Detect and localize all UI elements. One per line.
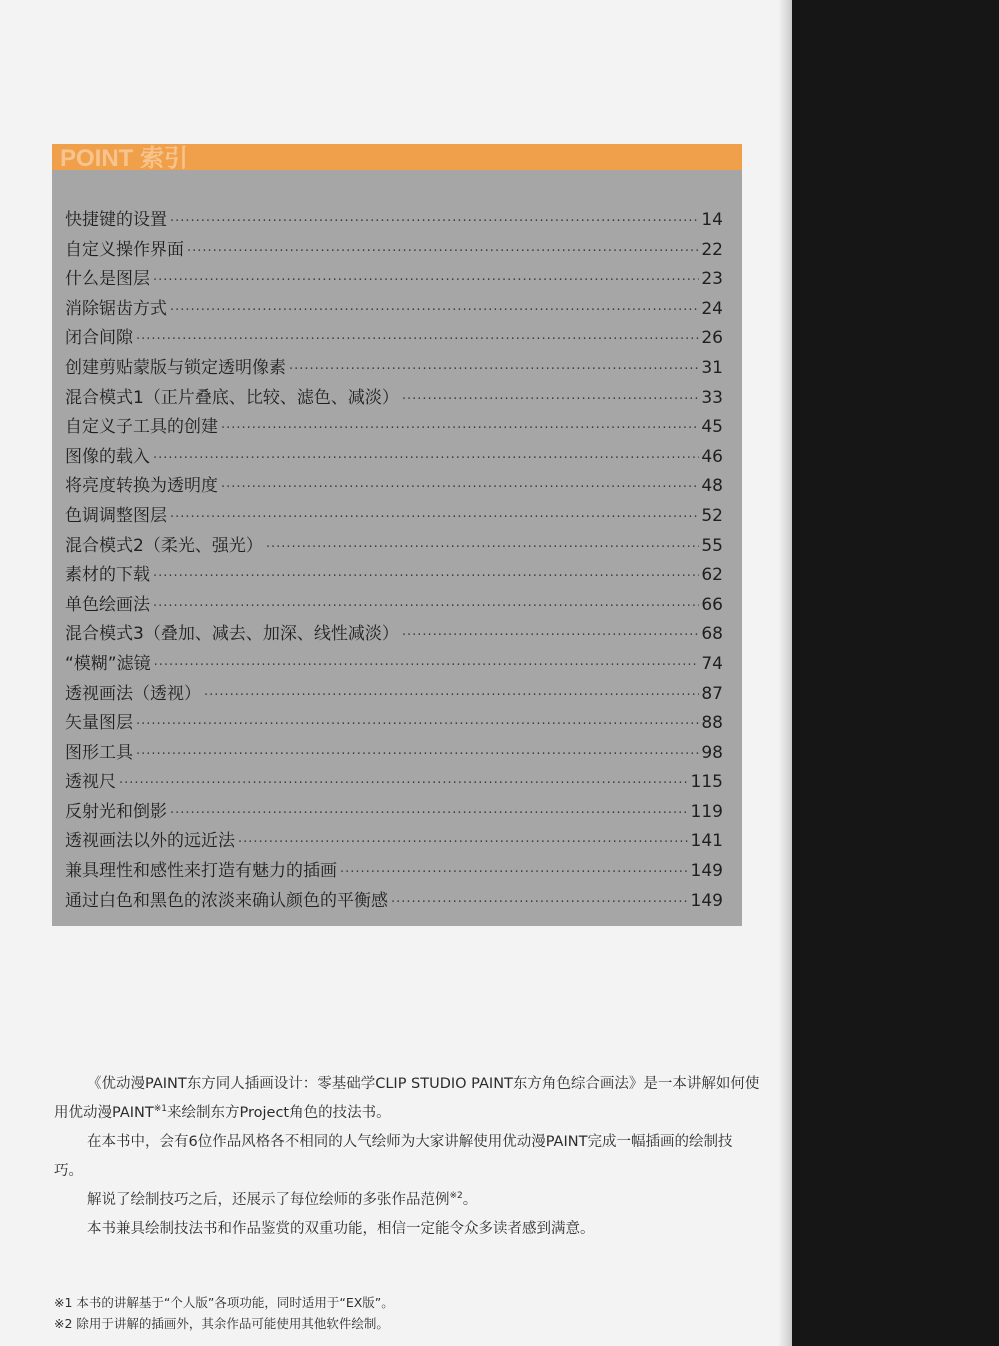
point-index-header <box>52 144 742 170</box>
index-entry-page: 74 <box>701 653 723 674</box>
index-entry <box>65 206 723 236</box>
dot-leader <box>402 621 699 651</box>
index-entry <box>65 472 723 502</box>
index-entry <box>65 768 723 798</box>
index-entry-label: 闭合间隙 <box>65 328 133 349</box>
index-entry-label: 图形工具 <box>65 742 133 763</box>
index-entry-label: 反射光和倒影 <box>65 801 167 822</box>
dot-leader <box>170 503 699 533</box>
intro-text <box>54 1070 760 1244</box>
index-entry-label: 混合模式1（正片叠底、比较、滤色、减淡） <box>65 387 399 408</box>
index-entry <box>65 680 723 710</box>
intro-paragraph-3 <box>54 1186 760 1215</box>
footnote-ref-2: ※2 <box>449 1191 463 1202</box>
index-entry-page: 62 <box>701 565 723 586</box>
index-entry-label: 图像的载入 <box>65 446 150 467</box>
footnote-1: ※1 本书的讲解基于“个人版”各项功能，同时适用于“EX版”。 <box>54 1295 394 1310</box>
index-entry-page: 88 <box>701 713 723 734</box>
dot-leader <box>187 237 699 267</box>
index-entry-page: 55 <box>701 535 723 556</box>
dot-leader <box>153 444 699 474</box>
index-entry-label: 素材的下载 <box>65 565 150 586</box>
index-entry-page: 68 <box>701 624 723 645</box>
point-index-title: POINT 索引 <box>60 145 189 172</box>
dot-leader <box>221 473 699 503</box>
footnote-2: ※2 除用于讲解的插画外，其余作品可能使用其他软件绘制。 <box>54 1316 389 1331</box>
dot-leader <box>136 740 699 770</box>
index-entry-label: 透视画法以外的远近法 <box>65 831 235 852</box>
index-entry-page: 98 <box>701 742 723 763</box>
dot-leader <box>153 562 699 592</box>
dot-leader <box>153 266 699 296</box>
page-edge <box>778 0 792 1346</box>
index-entry <box>65 887 723 917</box>
dot-leader <box>153 592 699 622</box>
index-entry <box>65 798 723 828</box>
intro-paragraph-1 <box>54 1070 760 1128</box>
index-entry <box>65 827 723 857</box>
dot-leader <box>204 681 699 711</box>
dot-leader <box>391 888 689 918</box>
dot-leader <box>170 799 689 829</box>
dot-leader <box>402 385 699 415</box>
point-index-list <box>65 206 723 916</box>
index-entry-page: 31 <box>701 357 723 378</box>
intro-paragraph-2: 在本书中，会有6位作品风格各不相同的人气绘师为大家讲解使用优动漫PAINT完成一幅插画的绘制技巧。 <box>54 1134 733 1179</box>
dot-leader <box>289 355 699 385</box>
index-entry-page: 22 <box>701 239 723 260</box>
dot-leader <box>238 828 689 858</box>
index-entry-page: 45 <box>701 417 723 438</box>
index-entry-label: “模糊”滤镜 <box>65 653 151 674</box>
index-entry-label: 透视尺 <box>65 772 116 793</box>
index-entry <box>65 324 723 354</box>
index-entry <box>65 532 723 562</box>
index-entry-page: 26 <box>701 328 723 349</box>
index-entry-page: 14 <box>701 210 723 230</box>
index-entry-page: 46 <box>701 446 723 467</box>
footnote-ref-1: ※1 <box>153 1104 167 1115</box>
index-entry <box>65 413 723 443</box>
index-entry <box>65 236 723 266</box>
index-entry-page: 141 <box>690 831 723 852</box>
index-entry <box>65 295 723 325</box>
point-index-box <box>52 144 742 926</box>
index-entry-label: 快捷键的设置 <box>65 210 167 230</box>
intro-p3-text-end: 。 <box>462 1192 478 1208</box>
intro-p3-text: 解说了绘制技巧之后，还展示了每位绘师的多张作品范例 <box>87 1192 450 1208</box>
index-entry <box>65 857 723 887</box>
index-entry-page: 115 <box>690 772 723 793</box>
dot-leader <box>170 296 699 326</box>
index-entry <box>65 591 723 621</box>
index-entry-page: 24 <box>701 298 723 319</box>
index-entry-label: 兼具理性和感性来打造有魅力的插画 <box>65 861 337 882</box>
index-entry-page: 149 <box>690 861 723 882</box>
index-entry-page: 23 <box>701 269 723 290</box>
dot-leader <box>119 769 689 799</box>
index-entry-page: 33 <box>701 387 723 408</box>
footnotes <box>54 1292 760 1334</box>
index-entry <box>65 384 723 414</box>
index-entry <box>65 620 723 650</box>
index-entry-label: 混合模式2（柔光、强光） <box>65 535 263 556</box>
index-entry-page: 87 <box>701 683 723 704</box>
index-entry-label: 自定义操作界面 <box>65 239 184 260</box>
index-entry-label: 色调调整图层 <box>65 505 167 526</box>
intro-p1-text-end: 来绘制东方Project角色的技法书。 <box>167 1105 391 1121</box>
index-entry-label: 自定义子工具的创建 <box>65 417 218 438</box>
dot-leader <box>340 858 689 888</box>
intro-paragraph-4: 本书兼具绘制技法书和作品鉴赏的双重功能，相信一定能令众多读者感到满意。 <box>87 1221 595 1237</box>
dot-leader <box>136 710 699 740</box>
index-entry <box>65 650 723 680</box>
index-entry <box>65 561 723 591</box>
index-entry <box>65 354 723 384</box>
index-entry-page: 66 <box>701 594 723 615</box>
index-entry-page: 52 <box>701 505 723 526</box>
index-entry-label: 单色绘画法 <box>65 594 150 615</box>
dot-leader <box>154 651 699 681</box>
index-entry-label: 透视画法（透视） <box>65 683 201 704</box>
index-entry-page: 119 <box>690 801 723 822</box>
index-entry-label: 混合模式3（叠加、减去、加深、线性减淡） <box>65 624 399 645</box>
index-entry <box>65 739 723 769</box>
index-entry-label: 将亮度转换为透明度 <box>65 476 218 497</box>
intro-p1-text: 《优动漫PAINT东方同人插画设计：零基础学CLIP STUDIO PAINT东方角色综合画法》是一本讲解如何使用优动漫PAINT <box>54 1076 760 1121</box>
index-entry-label: 矢量图层 <box>65 713 133 734</box>
index-entry <box>65 709 723 739</box>
dot-leader <box>266 533 699 563</box>
dot-leader <box>170 207 699 237</box>
index-entry <box>65 443 723 473</box>
index-entry-label: 创建剪贴蒙版与锁定透明像素 <box>65 357 286 378</box>
index-entry-page: 48 <box>701 476 723 497</box>
index-entry <box>65 265 723 295</box>
dot-leader <box>221 414 699 444</box>
index-entry-label: 通过白色和黑色的浓淡来确认颜色的平衡感 <box>65 890 388 911</box>
index-entry <box>65 502 723 532</box>
dot-leader <box>136 325 699 355</box>
index-entry-page: 149 <box>690 890 723 911</box>
index-entry-label: 什么是图层 <box>65 269 150 290</box>
index-entry-label: 消除锯齿方式 <box>65 298 167 319</box>
